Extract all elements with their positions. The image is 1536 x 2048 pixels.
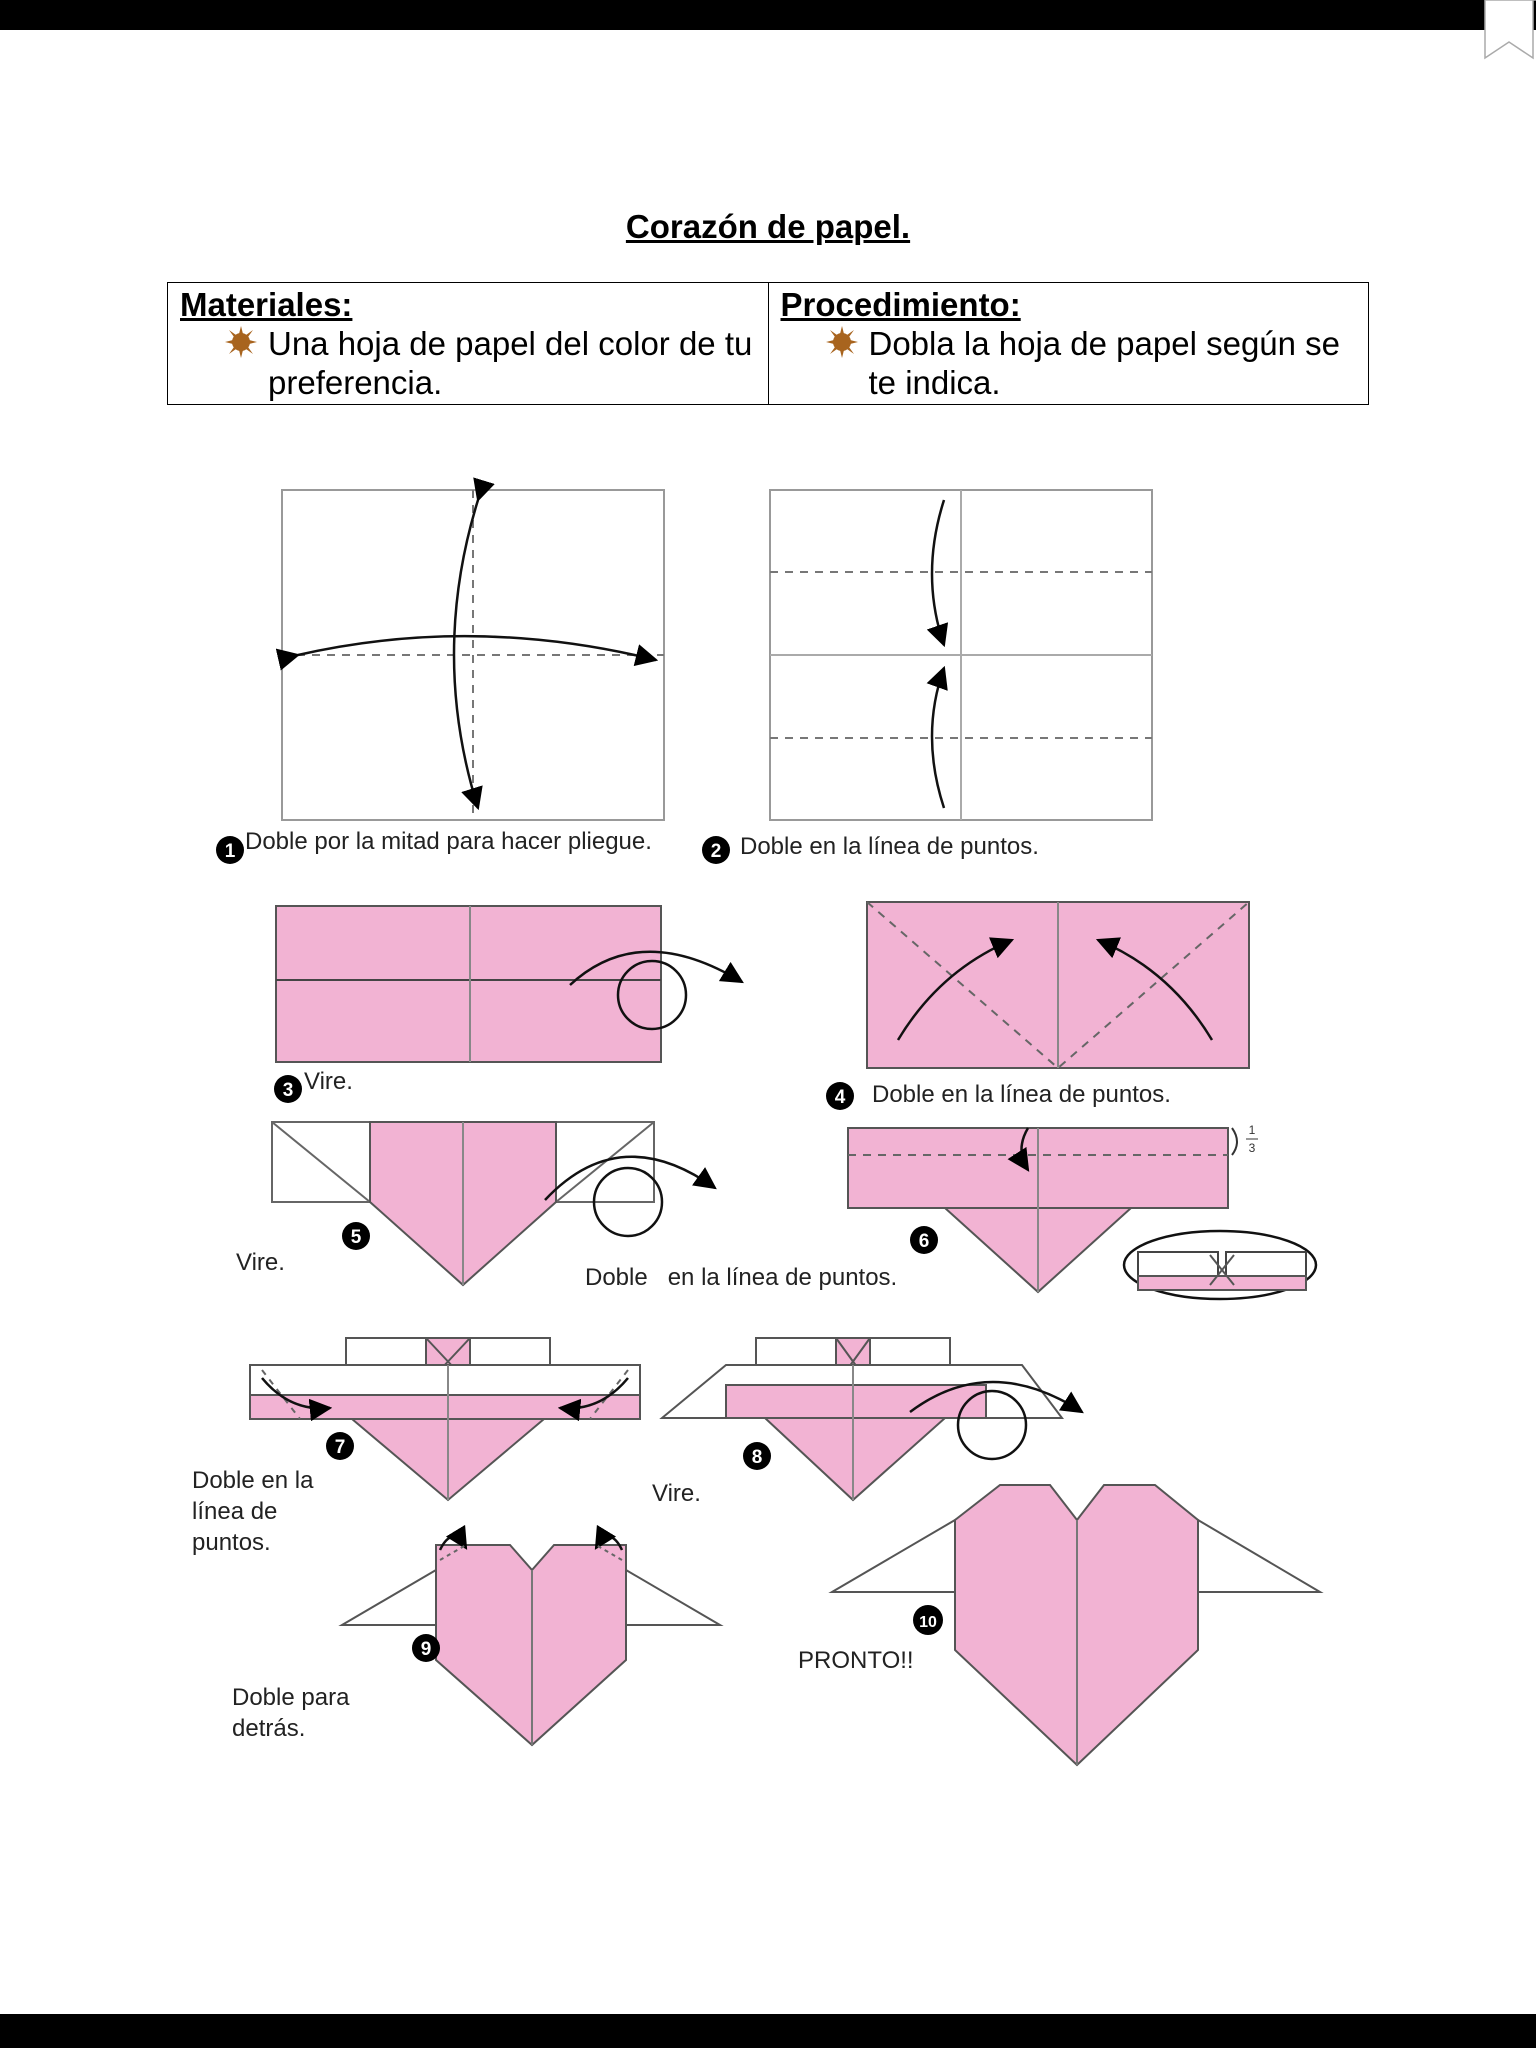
step-9-caption: Doble para detrás. xyxy=(232,1684,350,1742)
svg-text:6: 6 xyxy=(918,1231,930,1252)
step-7-caption: Doble en la línea de puntos. xyxy=(192,1467,314,1556)
page-title: Corazón de papel. xyxy=(625,208,911,245)
step-3-caption: Vire. xyxy=(304,1068,353,1095)
step-2-figure xyxy=(770,490,1152,820)
step-4-caption: Doble en la línea de puntos. xyxy=(872,1081,1171,1108)
step-8-figure xyxy=(662,1338,1082,1500)
procedure-text: Dobla la hoja de papel según se te indica. xyxy=(868,325,1341,401)
step-4-figure xyxy=(867,902,1249,1068)
fraction-denominator: 3 xyxy=(1248,1141,1256,1155)
svg-text:10: 10 xyxy=(919,1614,937,1631)
fraction-numerator: 1 xyxy=(1248,1123,1256,1137)
materials-text: Una hoja de papel del color de tu preferencia. xyxy=(268,325,753,401)
materials-heading: Materiales: xyxy=(180,286,353,323)
step-2-badge xyxy=(702,836,730,864)
step-8-caption: Vire. xyxy=(652,1480,701,1507)
step-6-fraction xyxy=(1246,1123,1258,1155)
step-3-badge xyxy=(274,1075,302,1103)
svg-text:9: 9 xyxy=(420,1639,432,1660)
step-9-badge xyxy=(412,1634,440,1662)
step-3-figure xyxy=(276,906,742,1062)
step-10-caption: PRONTO!! xyxy=(798,1647,914,1674)
step-2-caption: Doble en la línea de puntos. xyxy=(740,833,1039,860)
svg-text:8: 8 xyxy=(751,1447,763,1468)
svg-text:3: 3 xyxy=(282,1080,294,1101)
bottom-bar xyxy=(0,2014,1536,2048)
step-4-badge xyxy=(826,1082,854,1110)
step-10-badge xyxy=(913,1605,943,1635)
svg-text:2: 2 xyxy=(710,841,722,862)
step-1-caption: Doble por la mitad para hacer pliegue. xyxy=(245,828,652,855)
svg-text:1: 1 xyxy=(224,841,236,862)
svg-text:5: 5 xyxy=(350,1227,362,1248)
step-6-caption: Doble en la línea de puntos. xyxy=(585,1264,898,1291)
step-9-figure xyxy=(342,1537,720,1745)
step-1-badge xyxy=(216,836,244,864)
step-1-figure xyxy=(282,490,664,820)
step-5-badge xyxy=(342,1222,370,1250)
svg-text:7: 7 xyxy=(334,1437,346,1458)
procedure-heading: Procedimiento: xyxy=(780,286,1021,323)
step-5-caption: Vire. xyxy=(236,1249,285,1276)
step-10-figure xyxy=(832,1485,1320,1765)
step-7-badge xyxy=(326,1432,354,1460)
step-6-badge xyxy=(910,1226,938,1254)
step-8-badge xyxy=(743,1442,771,1470)
svg-text:4: 4 xyxy=(834,1087,846,1108)
